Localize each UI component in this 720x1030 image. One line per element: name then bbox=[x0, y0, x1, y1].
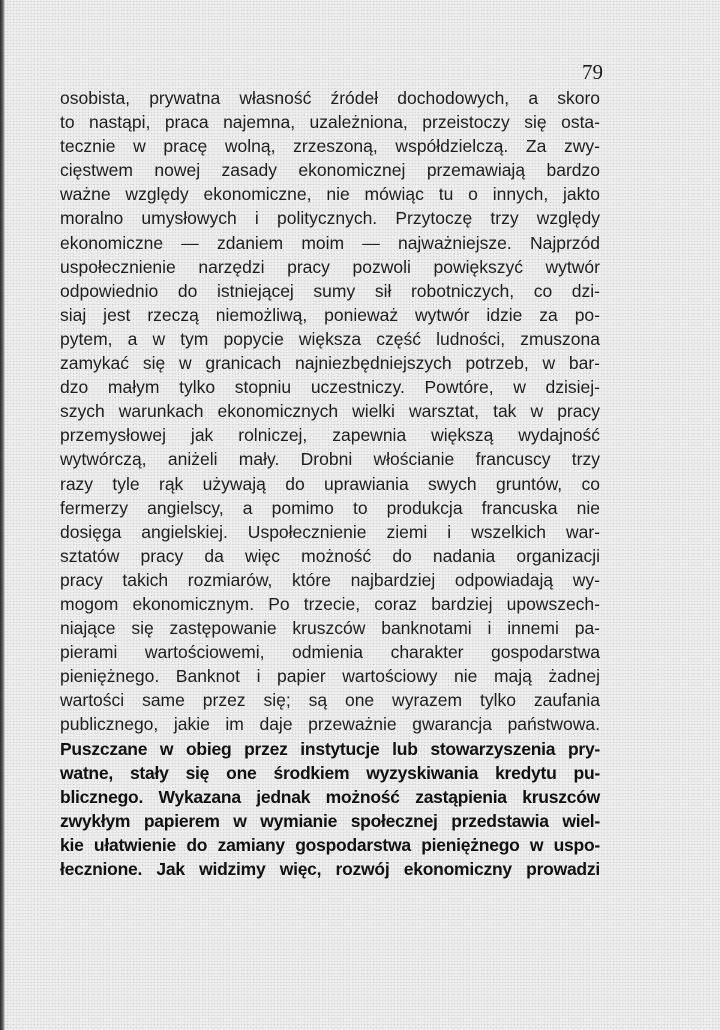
body-text bbox=[60, 86, 600, 881]
text-line: zamykać się w granicach najniezbędniejszych potrzeb, w bar- bbox=[60, 353, 600, 374]
text-line: tecznie w pracę wolną, zrzeszoną, współdzielczą. Za zwy- bbox=[60, 136, 600, 157]
text-line: ekonomiczne — zdaniem moim — najważniejsze. Najprzód bbox=[60, 232, 600, 253]
text-line: niające się zastępowanie kruszców banknotami i innemi pa- bbox=[60, 618, 600, 639]
text-line: dosięga angielskiej. Uspołecznienie ziemi i wszelkich war- bbox=[60, 521, 600, 542]
page-number: 79 bbox=[582, 60, 603, 84]
text-line: odpowiednio do istniejącej sumy sił robotniczych, co dzi- bbox=[60, 280, 600, 301]
text-line: uspołecznienie narzędzi pracy pozwoli powiększyć wytwór bbox=[60, 256, 600, 277]
text-line: wytwórczą, aniżeli mały. Drobni włościanie francuscy trzy bbox=[60, 449, 600, 470]
text-line: watne, stały się one środkiem wyzyskiwania kredytu pu- bbox=[60, 762, 600, 783]
text-line: siaj jest rzeczą niemożliwą, ponieważ wytwór idzie za po- bbox=[60, 304, 600, 325]
text-line: szych warunkach ekonomicznych wielki warsztat, tak w pracy bbox=[60, 401, 600, 422]
text-line: razy tyle rąk używają do uprawiania swych gruntów, co bbox=[60, 473, 600, 494]
text-line: blicznego. Wykazana jednak możność zastąpienia kruszców bbox=[60, 786, 600, 807]
text-line: kie ułatwienie do zamiany gospodarstwa pieniężnego w uspo- bbox=[60, 834, 600, 855]
text-line: wartości same przez się; są one wyrazem tylko zaufania bbox=[60, 690, 600, 711]
text-line: sztatów pracy da więc możność do nadania organizacji bbox=[60, 545, 600, 566]
text-line: pierami wartościowemi, odmienia charakter gospodarstwa bbox=[60, 642, 600, 663]
text-line: fermerzy angielscy, a pomimo to produkcja francuska nie bbox=[60, 497, 600, 518]
text-line: przemysłowej jak rolniczej, zapewnia większą wydajność bbox=[60, 425, 600, 446]
text-line: zwykłym papierem w wymianie społecznej przedstawia wiel- bbox=[60, 810, 600, 831]
text-line: to nastąpi, praca najemna, uzależniona, przeistoczy się osta- bbox=[60, 112, 600, 133]
text-line: moralno umysłowych i politycznych. Przytoczę trzy względy bbox=[60, 208, 600, 229]
text-line: ważne względy ekonomiczne, nie mówiąc tu o innych, jakto bbox=[60, 184, 600, 205]
text-line: publicznego, jakie im daje przeważnie gwarancja państwowa. bbox=[60, 714, 600, 735]
text-line: cięstwem nowej zasady ekonomicznej przemawiają bardzo bbox=[60, 160, 600, 181]
binding-edge bbox=[0, 0, 5, 1030]
text-line: mogom ekonomicznym. Po trzecie, coraz bardziej upowszech- bbox=[60, 593, 600, 614]
text-line: pytem, a w tym popycie większa część ludności, zmuszona bbox=[60, 328, 600, 349]
text-line: pieniężnego. Banknot i papier wartościowy nie mają żadnej bbox=[60, 666, 600, 687]
text-line: łecznione. Jak widzimy więc, rozwój ekonomiczny prowadzi bbox=[60, 859, 600, 879]
text-line: Puszczane w obieg przez instytucje lub stowarzyszenia pry- bbox=[60, 738, 600, 759]
text-line: osobista, prywatna własność źródeł dochodowych, a skoro bbox=[60, 88, 600, 108]
text-line: pracy takich rozmiarów, które najbardziej odpowiadają wy- bbox=[60, 569, 600, 590]
text-line: dzo małym tylko stopniu uczestniczy. Powtóre, w dzisiej- bbox=[60, 377, 600, 398]
